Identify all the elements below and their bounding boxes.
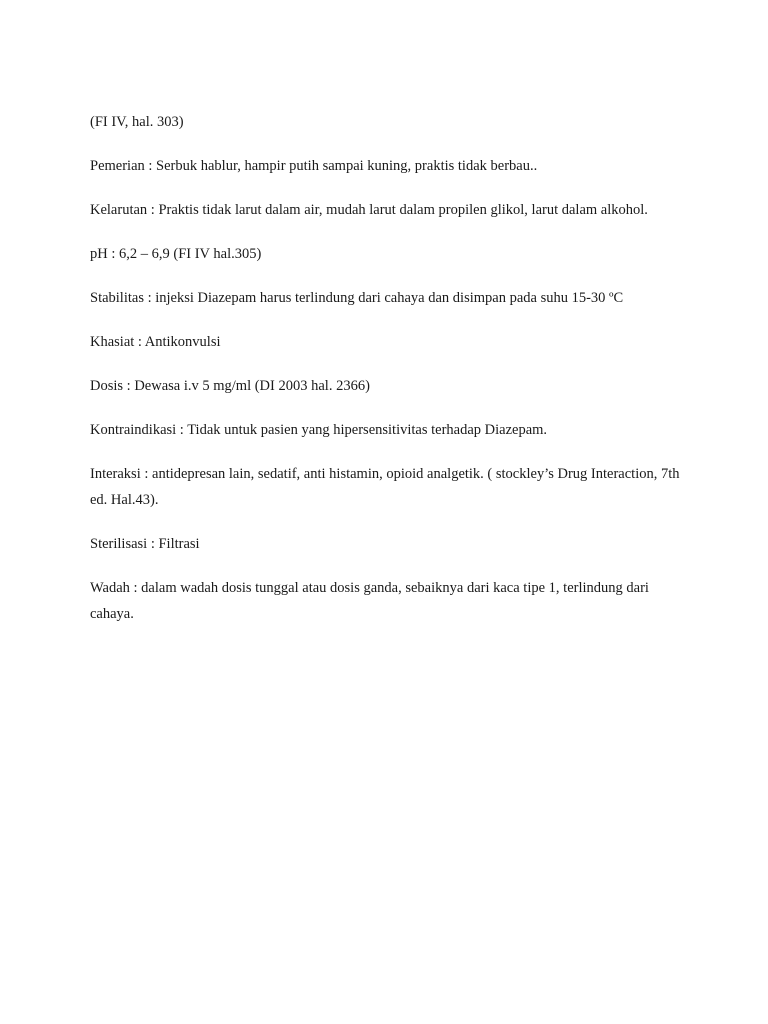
reference-line: (FI IV, hal. 303) [90,114,184,130]
sterilisasi-paragraph: Sterilisasi : Filtrasi [90,536,200,552]
kelarutan-paragraph: Kelarutan : Praktis tidak larut dalam air, mudah larut dalam propilen glikol, larut dalam alkohol. [90,202,648,218]
pemerian-paragraph: Pemerian : Serbuk hablur, hampir putih sampai kuning, praktis tidak berbau.. [90,158,538,174]
document-body [90,109,690,645]
ph-paragraph: pH : 6,2 – 6,9 (FI IV hal.305) [90,246,262,262]
interaksi-paragraph: Interaksi : antidepresan lain, sedatif, anti histamin, opioid analgetik. ( stockley’s Drug Interaction, 7th ed. Hal.43). [90,466,680,508]
dosis-paragraph: Dosis : Dewasa i.v 5 mg/ml (DI 2003 hal. 2366) [90,378,370,394]
stabilitas-paragraph: Stabilitas : injeksi Diazepam harus terlindung dari cahaya dan disimpan pada suhu 15-30 ºC [90,290,624,306]
khasiat-paragraph: Khasiat : Antikonvulsi [90,334,221,350]
kontraindikasi-paragraph: Kontraindikasi : Tidak untuk pasien yang hipersensitivitas terhadap Diazepam. [90,422,548,438]
wadah-paragraph: Wadah : dalam wadah dosis tunggal atau dosis ganda, sebaiknya dari kaca tipe 1, terlindung dari cahaya. [90,580,649,622]
